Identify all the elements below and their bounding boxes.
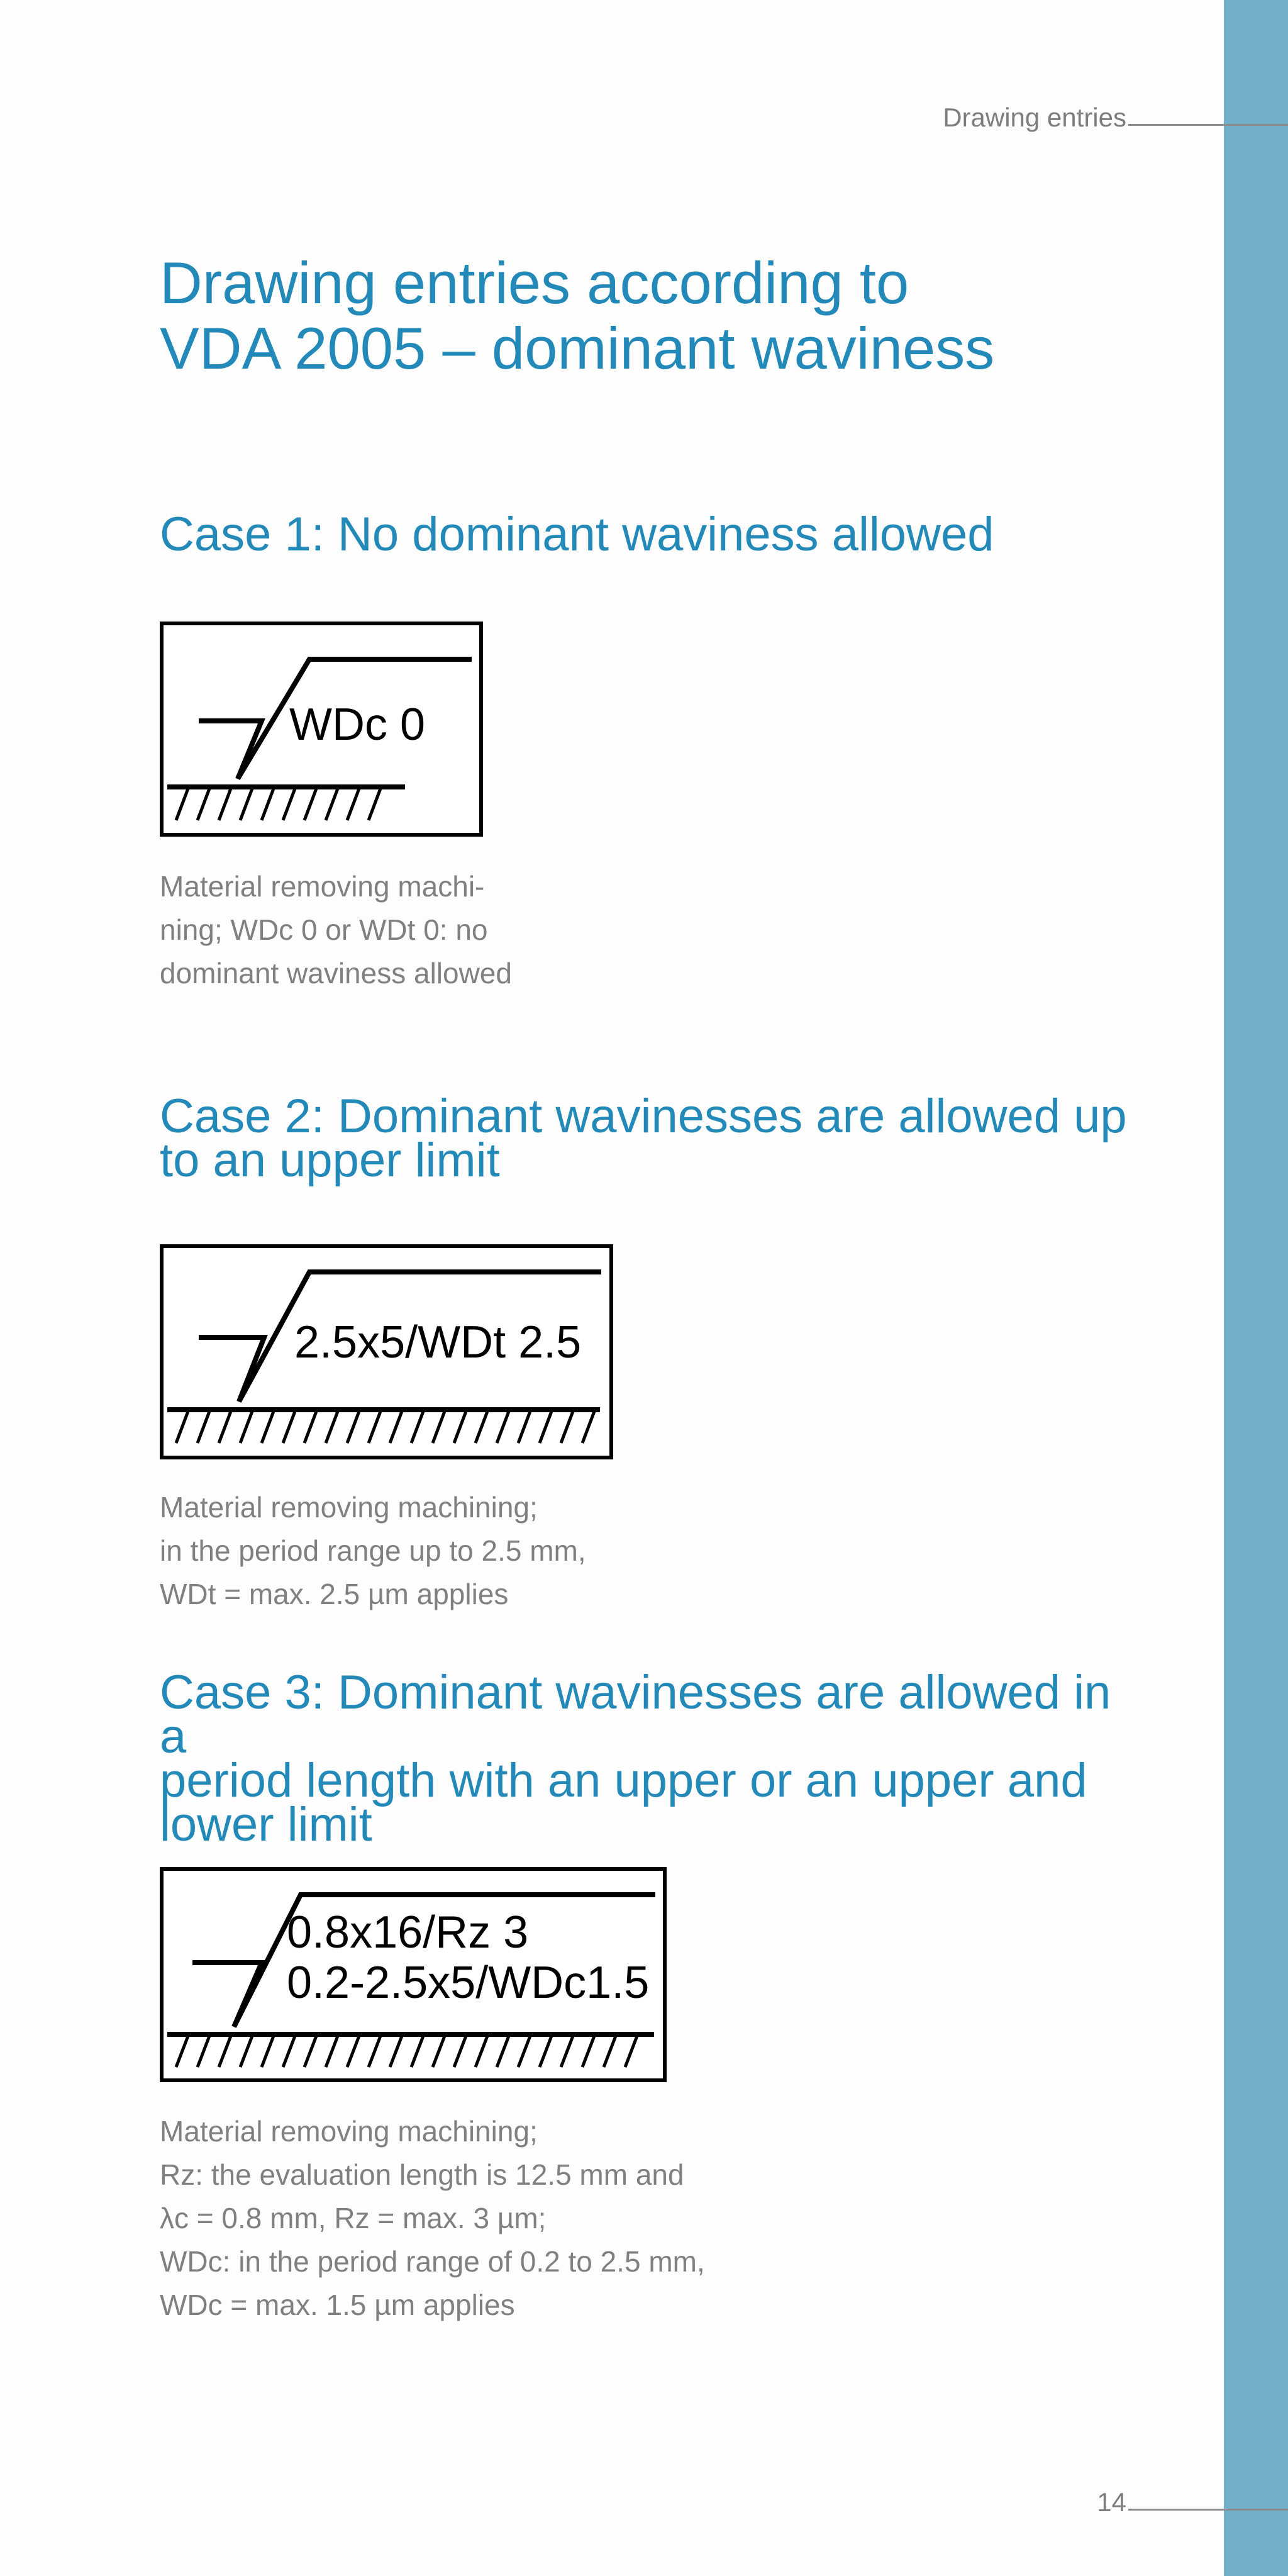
- footer-rule: [1128, 2509, 1288, 2511]
- hatch-mark: [347, 787, 360, 820]
- description-line: dominant waviness allowed: [160, 957, 512, 990]
- hatch-mark: [390, 2034, 402, 2067]
- description-line: Material removing machining;: [160, 1491, 538, 1524]
- hatch-mark: [326, 1410, 338, 1443]
- description-line: Material removing machining;: [160, 2115, 538, 2148]
- hatch-mark: [369, 787, 381, 820]
- description-line: WDc = max. 1.5 µm applies: [160, 2289, 515, 2321]
- hatch-mark: [176, 2034, 189, 2067]
- symbol-annotation: 0.8x16/Rz 3: [287, 1907, 529, 1958]
- description-line: in the period range up to 2.5 mm,: [160, 1534, 586, 1567]
- case-2-heading-line: to an upper limit: [160, 1134, 500, 1187]
- hatch-mark: [390, 1410, 402, 1443]
- hatch-mark: [304, 787, 317, 820]
- hatch-mark: [561, 1410, 574, 1443]
- hatch-mark: [197, 1410, 210, 1443]
- case-3-heading: [160, 1666, 1128, 1851]
- hatch-mark: [326, 787, 338, 820]
- hatch-mark: [219, 1410, 231, 1443]
- symbol-annotation: 0.2-2.5x5/WDc1.5: [287, 1958, 650, 2008]
- hatch-mark: [582, 2034, 595, 2067]
- hatch-mark: [283, 787, 296, 820]
- hatch-mark: [625, 2034, 638, 2067]
- hatch-mark: [369, 1410, 381, 1443]
- hatch-mark: [454, 2034, 467, 2067]
- case-2-heading: [160, 1090, 1128, 1187]
- case-3-surface-symbol: [160, 1867, 667, 2082]
- hatch-mark: [497, 2034, 509, 2067]
- hatch-mark: [240, 787, 253, 820]
- case-1-heading-line: Case 1: No dominant waviness allowed: [160, 508, 994, 561]
- hatch-mark: [304, 2034, 317, 2067]
- hatch-mark: [518, 2034, 531, 2067]
- hatch-mark: [604, 2034, 616, 2067]
- side-color-band: [1224, 0, 1288, 2576]
- hatch-mark: [176, 1410, 189, 1443]
- hatch-mark: [304, 1410, 317, 1443]
- page-title-line-1: Drawing entries according to: [160, 250, 909, 316]
- case-2-surface-symbol: [160, 1244, 613, 1459]
- hatch-mark: [433, 1410, 445, 1443]
- hatch-mark: [262, 787, 274, 820]
- symbol-annotation: 2.5x5/WDt 2.5: [294, 1317, 582, 1368]
- hatch-mark: [326, 2034, 338, 2067]
- case-1-heading: [160, 508, 1128, 561]
- case-2-description: [160, 1486, 852, 1616]
- description-line: WDc: in the period range of 0.2 to 2.5 mm,: [160, 2245, 705, 2278]
- case-2-heading-line: Case 2: Dominant wavinesses are allowed up: [160, 1090, 1127, 1143]
- hatch-mark: [540, 2034, 552, 2067]
- hatch-mark: [497, 1410, 509, 1443]
- hatch-mark: [347, 1410, 360, 1443]
- hatch-mark: [433, 2034, 445, 2067]
- hatch-mark: [262, 1410, 274, 1443]
- hatch-mark: [582, 1410, 595, 1443]
- page-title: [160, 250, 1197, 381]
- page-title-line-2: VDA 2005 – dominant waviness: [160, 315, 995, 381]
- hatch-mark: [240, 1410, 253, 1443]
- page-number: 14: [1097, 2487, 1126, 2517]
- case-3-heading-line: Case 3: Dominant wavinesses are allowed in a: [160, 1666, 1111, 1763]
- hatch-mark: [540, 1410, 552, 1443]
- case-3-heading-line: lower limit: [160, 1798, 372, 1851]
- symbol-annotation: WDc 0: [289, 700, 425, 750]
- case-1-description: [160, 865, 852, 995]
- hatch-mark: [475, 1410, 488, 1443]
- hatch-mark: [197, 787, 210, 820]
- hatch-mark: [176, 787, 189, 820]
- case-3-heading-line: period length with an upper or an upper and: [160, 1754, 1087, 1807]
- description-line: ning; WDc 0 or WDt 0: no: [160, 913, 488, 946]
- hatch-mark: [475, 2034, 488, 2067]
- running-header: Drawing entries: [943, 103, 1126, 132]
- hatch-mark: [561, 2034, 574, 2067]
- hatch-mark: [347, 2034, 360, 2067]
- hatch-mark: [283, 1410, 296, 1443]
- description-line: Rz: the evaluation length is 12.5 mm and: [160, 2158, 684, 2191]
- hatch-mark: [219, 2034, 231, 2067]
- case-3-description: [160, 2110, 852, 2327]
- hatch-mark: [283, 2034, 296, 2067]
- hatch-mark: [369, 2034, 381, 2067]
- hatch-mark: [219, 787, 231, 820]
- hatch-mark: [411, 2034, 424, 2067]
- hatch-mark: [262, 2034, 274, 2067]
- hatch-mark: [411, 1410, 424, 1443]
- description-line: λc = 0.8 mm, Rz = max. 3 µm;: [160, 2202, 547, 2234]
- hatch-mark: [197, 2034, 210, 2067]
- description-line: Material removing machi-: [160, 870, 485, 903]
- hatch-mark: [240, 2034, 253, 2067]
- case-1-surface-symbol: [160, 622, 483, 837]
- hatch-mark: [518, 1410, 531, 1443]
- hatch-mark: [454, 1410, 467, 1443]
- description-line: WDt = max. 2.5 µm applies: [160, 1578, 509, 1610]
- header-rule: [1128, 124, 1288, 126]
